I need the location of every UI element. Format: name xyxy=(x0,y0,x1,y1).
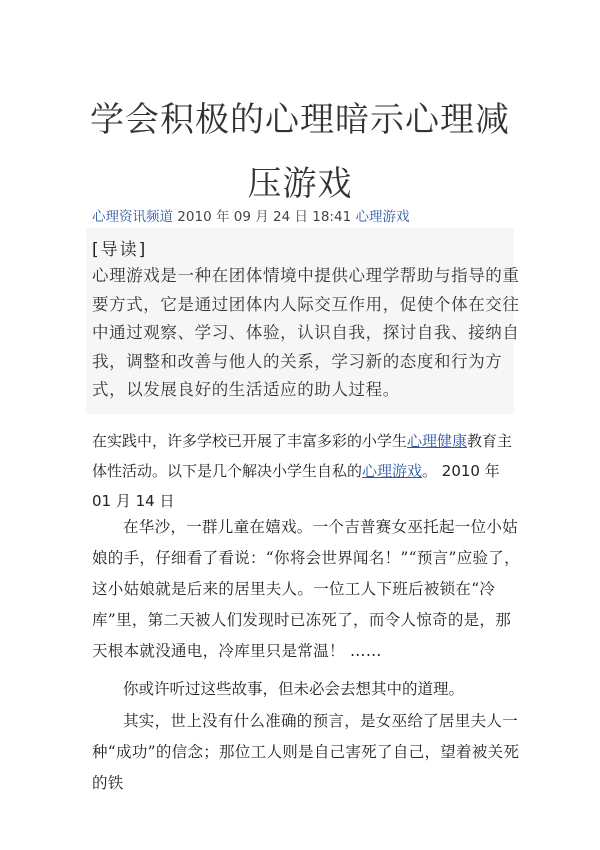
article-title-line-1: 学会积极的心理暗示心理减 xyxy=(90,100,510,140)
story-paragraph: 在华沙，一群儿童在嬉戏。一个吉普赛女巫托起一位小姑娘的手，仔细看了看说：“你将会世界闻名！”“预言”应验了，这小姑娘就是后来的居里夫人。一位工人下班后被锁在“冷库”里，第二天被人们发现时已冻死了，而令人惊奇的是，那天根本就没通电，冷库里只是常温！ …… xyxy=(92,518,520,660)
intro-text: 心理游戏是一种在团体情境中提供心理学帮助与指导的重要方式，它是通过团体内人际交互作用，促使个体在交往中通过观察、学习、体验，认识自我，探讨自我、接纳自我，调整和改善与他人的关系，学习新的态度和行为方式，以发展良好的生活适应的助人过程。 xyxy=(92,266,520,399)
article-title-line-2: 压游戏 xyxy=(247,164,353,204)
article-meta xyxy=(92,205,409,225)
practice-text-1: 在实践中，许多学校已开展了丰富多彩的小学生 xyxy=(92,432,408,450)
intro-label: [导读] xyxy=(92,240,148,260)
category-link[interactable]: 心理游戏 xyxy=(355,209,410,225)
explanation-paragraph: 其实，世上没有什么准确的预言，是女巫给了居里夫人一种“成功”的信念；那位工人则是自己害死了自己，望着被关死的铁 xyxy=(92,712,520,792)
channel-link[interactable]: 心理资讯频道 xyxy=(92,209,173,225)
practice-text-2: 教育主体性活动。以下是几个解决小学生自私的 xyxy=(92,432,513,480)
psych-game-link[interactable]: 心理游戏 xyxy=(362,462,423,480)
reflection-paragraph: 你或许听过这些故事，但未必会去想其中的道理。 xyxy=(123,680,465,698)
practice-paragraph xyxy=(92,426,522,516)
mental-health-link[interactable]: 心理健康 xyxy=(407,432,468,450)
publish-datetime: 2010 年 09 月 24 日 18:41 xyxy=(177,209,352,225)
practice-text-3: 。 2010 年 01 月 14 日 xyxy=(92,462,500,510)
